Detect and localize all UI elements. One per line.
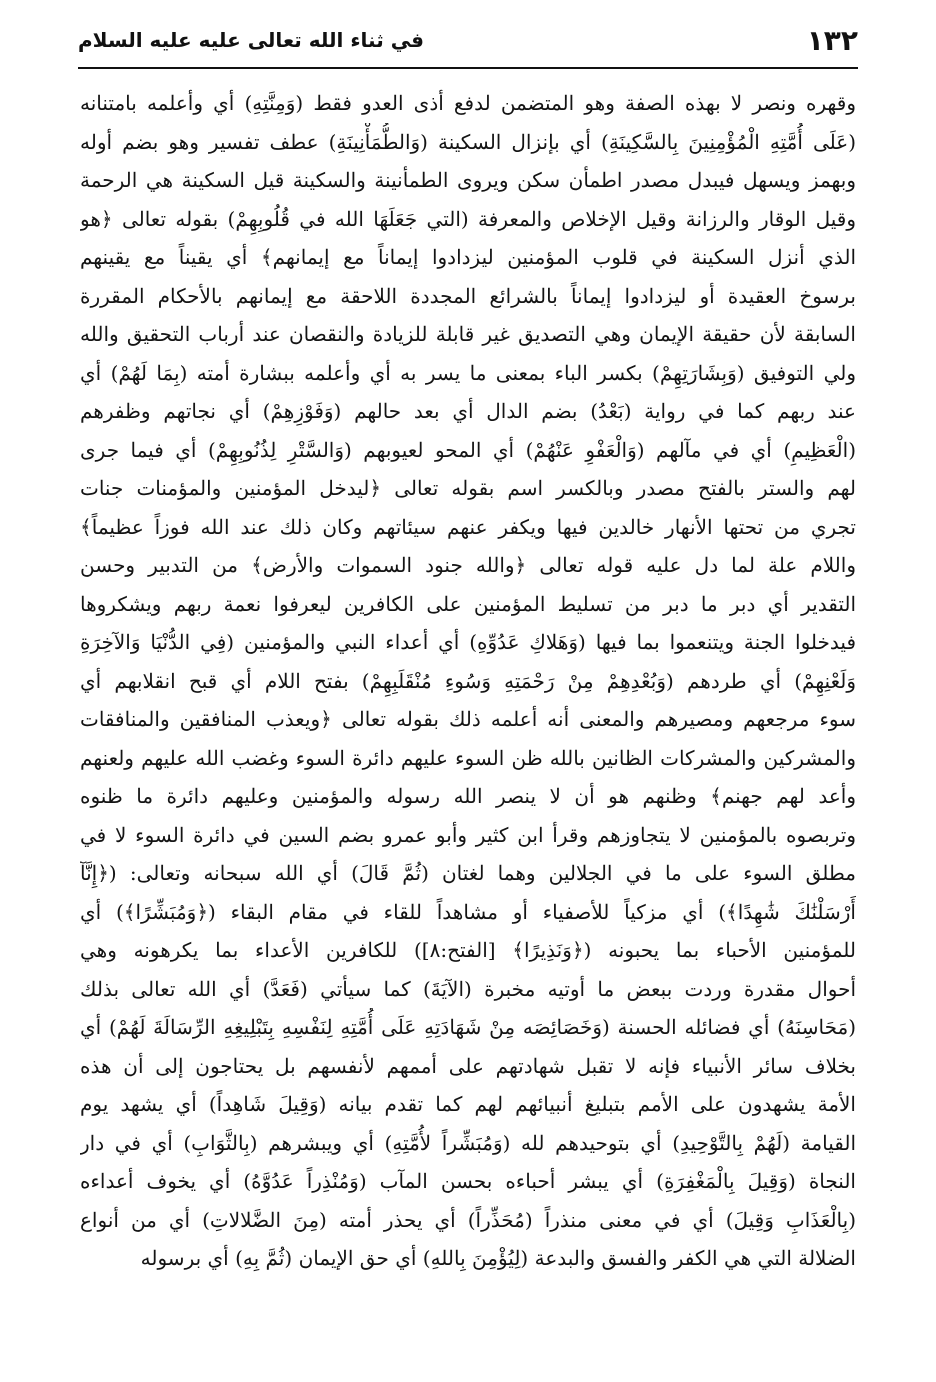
page-number: ١٣٢ — [806, 24, 858, 57]
text-line: (مَحَاسِنَهُ) أي فضائله الحسنة (وَخَصَائِصَه مِنْ شَهَادَتِهِ عَلَى أُمَّتِهِ لِنَفْسِهِ بِتَبْلِيغِهِ الرِّسَالَةَ لَهُمْ) أي — [80, 1015, 856, 1039]
text-line: وقهره ونصر لا بهذه الصفة وهو المتضمن لدفع أذى العدو فقط (وَمِنَّتِهِ) أي وأعلمه بامتنانه — [80, 91, 856, 115]
text-line: وبهمز ويسهل فيبدل مصدر اطمأن سكن ويروى الطمأنينة والسكينة قيل السكينة هي الرحمة — [80, 168, 856, 192]
text-line: الذي أنزل السكينة في قلوب المؤمنين ليزدادوا إيماناً مع إيمانهم﴾ أي يقيناً مع يقينهم — [80, 245, 856, 269]
text-line: (عَلَى أُمَّتِهِ الْمُؤْمِنِينَ بِالسَّكِينَةِ) أي بإنزال السكينة (وَالطُّمَأْنِينَةِ) عطف تفسير وهو بضم أوله — [80, 129, 856, 154]
text-line: سوء مرجعهم ومصيرهم والمعنى أنه أعلمه ذلك بقوله تعالى ﴿ويعذب المنافقين والمنافقات — [80, 707, 856, 731]
running-title: في ثناء الله تعالى عليه عليه السلام — [78, 28, 425, 52]
text-line: الضلالة التي هي الكفر والفسق والبدعة (لِيُؤْمِنَ بِاللهِ) أي حق الإيمان (ثُمَّ بِهِ) أي برسوله — [140, 1246, 856, 1270]
text-line: النجاة (وَقِيلَ بِالْمَغْفِرَةِ) أي يبشر أحباءه بحسن المآب (وَمُنْذِراً عَدُوَّهُ) أي يخوف أعداءه — [80, 1169, 856, 1193]
text-line: والمشركين والمشركات الظانين بالله ظن السوء عليهم دائرة السوء وغضب الله عليهم ولعنهم — [80, 745, 856, 770]
text-line: وتربصوه بالمؤمنين لا يتجاوزهم وقرأ ابن كثير وأبو عمرو بضم السين في دائرة السوء لا في — [80, 822, 856, 847]
text-line: تجري من تحتها الأنهار خالدين فيها ويكفر عنهم سيئاتهم وكان ذلك عند الله فوزاً عظيماً﴾ — [80, 514, 856, 539]
text-line: للمؤمنين الأحباء بما يحبونه (﴿وَنَذِيرًا﴾ [الفتح:٨]) للكافرين الأعداء بما يكرهونه وهي — [80, 938, 856, 962]
text-line: الأمة يشهدون على الأمم بتبليغ أنبيائهم لهم كما تقدم بيانه (وَقِيلَ شَاهِداً) أي يشهد يوم — [80, 1092, 856, 1116]
text-line: (بِالْعَذَابِ وَقِيلَ) أي في معنى منذراً (مُحَذِّراً) أي يحذر أمته (مِنَ الضَّلالاتِ) أي من أنواع — [80, 1207, 856, 1232]
text-line: (الْعَظِيمِ) أي في مآلهم (وَالْعَفْوِ عَنْهُمْ) أي المحو لعيوبهم (وَالسَّتْرِ لِذُنُوبِهِمْ) أي فيما جرى — [80, 437, 856, 462]
text-line: ولي التوفيق (وَبِشَارَتِهِمْ) بكسر الباء بمعنى ما يسر به أي وأعلمه ببشارة أمته (بِمَا لَهُمْ) أي — [80, 360, 856, 385]
text-line: بخلاف سائر الأنبياء فإنه لا تقبل شهادتهم على أممهم لأنفسهم بل يحتاجون إلى أن هذه — [80, 1053, 856, 1078]
text-line: القيامة (لَهُمْ بِالتَّوْحِيدِ) أي بتوحيدهم لله (وَمُبَشِّراً لأُمَّتِهِ) أي ويبشرهم (بِالثَّوَابِ) أي في دار — [80, 1130, 856, 1155]
text-line: وأعد لهم جهنم﴾ وظنهم هو أن لا ينصر الله رسوله والمؤمنين وعليهم دائرة ما ظنوه — [80, 784, 856, 808]
text-line: لهم والستر بالفتح مصدر وبالكسر اسم بقوله تعالى ﴿ليدخل المؤمنين والمؤمنات جنات — [80, 476, 856, 500]
text-line: برسوخ العقيدة أو ليزدادوا إيماناً بالشرائع المجددة اللاحقة مع إيمانهم بالأحكام المقررة — [80, 283, 856, 308]
text-line: فيدخلوا الجنة ويتنعموا بما فيها (وَهَلاكِ عَدُوِّهِ) أي أعداء النبي والمؤمنين (فِي الدُّنْيَا وَالآخِرَةِ — [80, 630, 856, 654]
text-line: السابقة لأن حقيقة الإيمان وهي التصديق غير قابلة للزيادة والنقصان عند أرباب التحقيق والله — [80, 322, 856, 346]
text-line: وقيل الوقار والرزانة وقيل الإخلاص والمعرفة (التي جَعَلَهَا الله في قُلُوبِهِمْ) بقوله تعالى ﴿هو — [80, 206, 856, 231]
header-rule — [78, 67, 858, 69]
text-line: عند ربهم كما في رواية (بَعْدُ) بضم الدال أي بعد حالهم (وَفَوْزِهِمْ) أي نجاتهم وظفرهم — [80, 399, 856, 423]
text-line: وَلَعْنِهِمْ) أي طردهم (وَبُعْدِهِمْ مِنْ رَحْمَتِهِ وَسُوءِ مُنْقَلَبِهِمْ) بفتح اللام أي قبح انقلابهم أي — [80, 668, 856, 693]
text-line: أحوال مقدرة وردت ببعض ما أوتيه مخبرة (الآيَةَ) كما سيأتي (فَعَدَّ) أي الله تعالى بذلك — [80, 976, 856, 1001]
text-line: واللام علة لما دل عليه قوله تعالى ﴿والله جنود السموات والأرض﴾ من التدبير وحسن — [80, 553, 856, 577]
body-text — [80, 84, 856, 1324]
text-line: مطلق السوء على ما في الجلالين وهما لغتان (ثُمَّ قَالَ) أي الله سبحانه وتعالى: (﴿إِنَّآ — [80, 861, 856, 885]
page-header — [78, 18, 858, 68]
text-line: أَرْسَلْنَٰكَ شَٰهِدًا﴾) أي مزكياً للأصفياء أو مشاهداً للقاء في مقام البقاء (﴿وَمُبَشِّرًا﴾) أي — [80, 899, 856, 924]
text-line: التقدير أي دبر ما دبر من تسليط المؤمنين على الكافرين ليعرفوا نعمة ربهم ويشكروها — [80, 591, 856, 616]
